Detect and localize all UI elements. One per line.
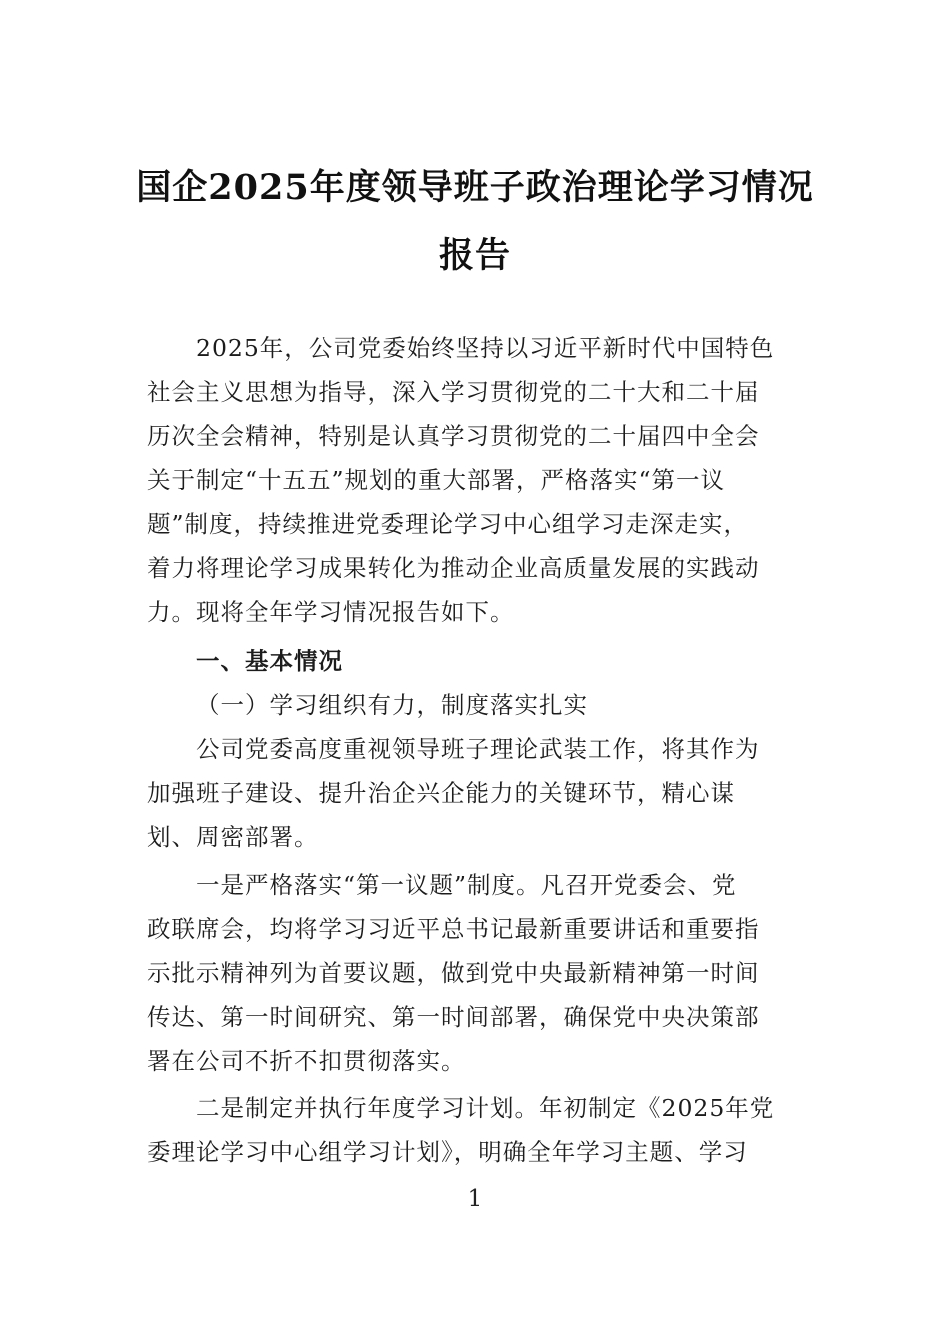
body-line: 署在公司不折不扣贯彻落实。 [147, 1047, 466, 1075]
body-line: 政联席会，均将学习习近平总书记最新重要讲话和重要指 [147, 915, 760, 943]
body-line: 社会主义思想为指导，深入学习贯彻党的二十大和二十届 [147, 378, 760, 406]
body-line: 一是严格落实“第一议题”制度。凡召开党委会、党 [196, 871, 737, 899]
document-title-line-2: 报告 [438, 235, 511, 276]
body-line: 传达、第一时间研究、第一时间部署，确保党中央决策部 [147, 1003, 760, 1031]
document-title-line-1: 国企2025年度领导班子政治理论学习情况 [136, 167, 814, 208]
body-line: 划、周密部署。 [147, 823, 319, 851]
section-heading: 一、基本情况 [196, 647, 343, 675]
body-line: 历次全会精神，特别是认真学习贯彻党的二十届四中全会 [147, 422, 760, 450]
body-line: 力。现将全年学习情况报告如下。 [147, 598, 515, 626]
body-line: 2025年，公司党委始终坚持以习近平新时代中国特色 [196, 334, 775, 362]
body-line: 着力将理论学习成果转化为推动企业高质量发展的实践动 [147, 554, 760, 582]
body-line: 公司党委高度重视领导班子理论武装工作，将其作为 [196, 735, 760, 763]
body-line: 题”制度，持续推进党委理论学习中心组学习走深走实， [147, 510, 749, 538]
body-line: 关于制定“十五五”规划的重大部署，严格落实“第一议 [147, 466, 726, 494]
subsection-heading: （一）学习组织有力，制度落实扎实 [196, 691, 588, 719]
body-line: 二是制定并执行年度学习计划。年初制定《2025年党 [196, 1094, 775, 1122]
body-line: 委理论学习中心组学习计划》，明确全年学习主题、学习 [147, 1138, 748, 1166]
body-line: 加强班子建设、提升治企兴企能力的关键环节，精心谋 [147, 779, 735, 807]
page-number: 1 [467, 1186, 483, 1212]
body-line: 示批示精神列为首要议题，做到党中央最新精神第一时间 [147, 959, 760, 987]
